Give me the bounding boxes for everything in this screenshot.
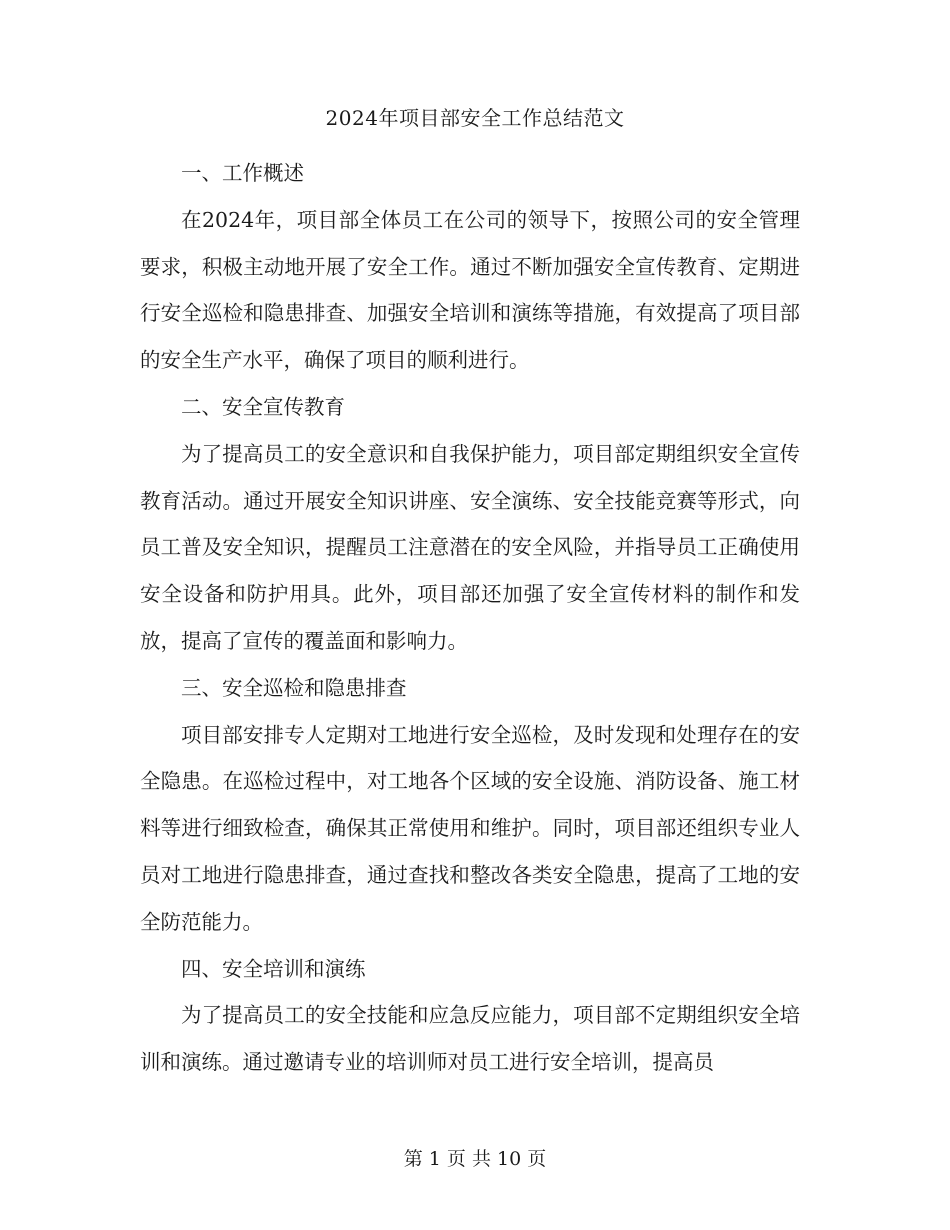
- paragraph-publicity: 为了提高员工的安全意识和自我保护能力，项目部定期组织安全宣传教育活动。通过开展安全知识讲座、安全演练、安全技能竞赛等形式，向员工普及安全知识，提醒员工注意潜在的安全风险，并指导员工正确使用安全设备和防护用具。此外，项目部还加强了安全宣传材料的制作和发放，提高了宣传的覆盖面和影响力。: [140, 441, 800, 653]
- paragraph-inspection: 项目部安排专人定期对工地进行安全巡检，及时发现和处理存在的安全隐患。在巡检过程中，对工地各个区域的安全设施、消防设备、施工材料等进行细致检查，确保其正常使用和维护。同时，项目部还组织专业人员对工地进行隐患排查，通过查找和整改各类安全隐患，提高了工地的安全防范能力。: [140, 722, 800, 934]
- paragraph-overview: 在2024年，项目部全体员工在公司的领导下，按照公司的安全管理要求，积极主动地开展了安全工作。通过不断加强安全宣传教育、定期进行安全巡检和隐患排查、加强安全培训和演练等措施，有效提高了项目部的安全生产水平，确保了项目的顺利进行。: [140, 207, 800, 373]
- document-title: 2024年项目部安全工作总结范文: [325, 106, 625, 130]
- document-body: [140, 150, 800, 1086]
- page-number-footer: 第 1 页 共 10 页: [403, 1148, 547, 1170]
- section-heading-overview: 一、工作概述: [181, 161, 304, 185]
- section-heading-publicity: 二、安全宣传教育: [181, 394, 345, 419]
- section-heading-training: 四、安全培训和演练: [181, 956, 366, 981]
- section-heading-inspection: 三、安全巡检和隐患排查: [181, 675, 407, 700]
- paragraph-training: 为了提高员工的安全技能和应急反应能力，项目部不定期组织安全培训和演练。通过邀请专业的培训师对员工进行安全培训，提高员: [140, 1003, 800, 1075]
